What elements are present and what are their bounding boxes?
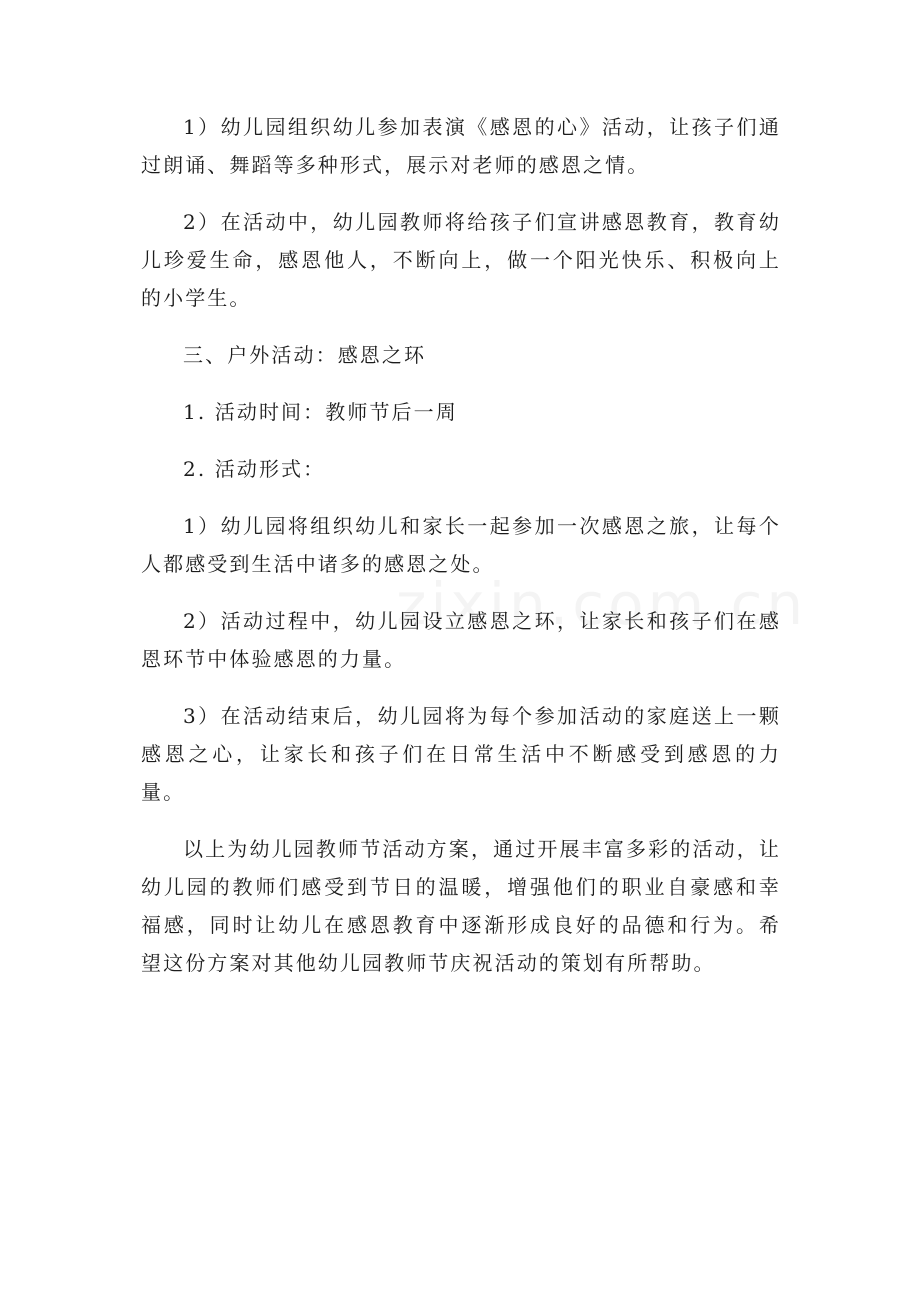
paragraph-closing-gift: 3）在活动结束后，幼儿园将为每个参加活动的家庭送上一颗感恩之心，让家长和孩子们在日常生活中不断感受到感恩的力量。 [141,704,781,804]
paragraph-activity-form: 2. 活动形式： [183,457,326,481]
paragraph-conclusion: 以上为幼儿园教师节活动方案，通过开展丰富多彩的活动，让幼儿园的教师们感受到节日的温暖，增强他们的职业自豪感和幸福感，同时让幼儿在感恩教育中逐渐形成良好的品德和行为。希望这份方案对其他幼儿园教师节庆祝活动的策划有所帮助。 [141,837,781,975]
paragraph-performance-activity: 1）幼儿园组织幼儿参加表演《感恩的心》活动，让孩子们通过朗诵、舞蹈等多种形式，展示对老师的感恩之情。 [141,115,781,177]
paragraph-activity-time: 1. 活动时间：教师节后一周 [183,400,458,424]
paragraph-gratitude-ring: 2）活动过程中，幼儿园设立感恩之环，让家长和孩子们在感恩环节中体验感恩的力量。 [141,609,781,671]
document-body [141,108,781,982]
paragraph-gratitude-trip: 1）幼儿园将组织幼儿和家长一起参加一次感恩之旅，让每个人都感受到生活中诸多的感恩之处。 [141,514,781,576]
paragraph-gratitude-education: 2）在活动中，幼儿园教师将给孩子们宣讲感恩教育，教育幼儿珍爱生命，感恩他人，不断向上，做一个阳光快乐、积极向上的小学生。 [141,210,781,310]
section-heading-outdoor-activity: 三、户外活动：感恩之环 [183,343,427,367]
